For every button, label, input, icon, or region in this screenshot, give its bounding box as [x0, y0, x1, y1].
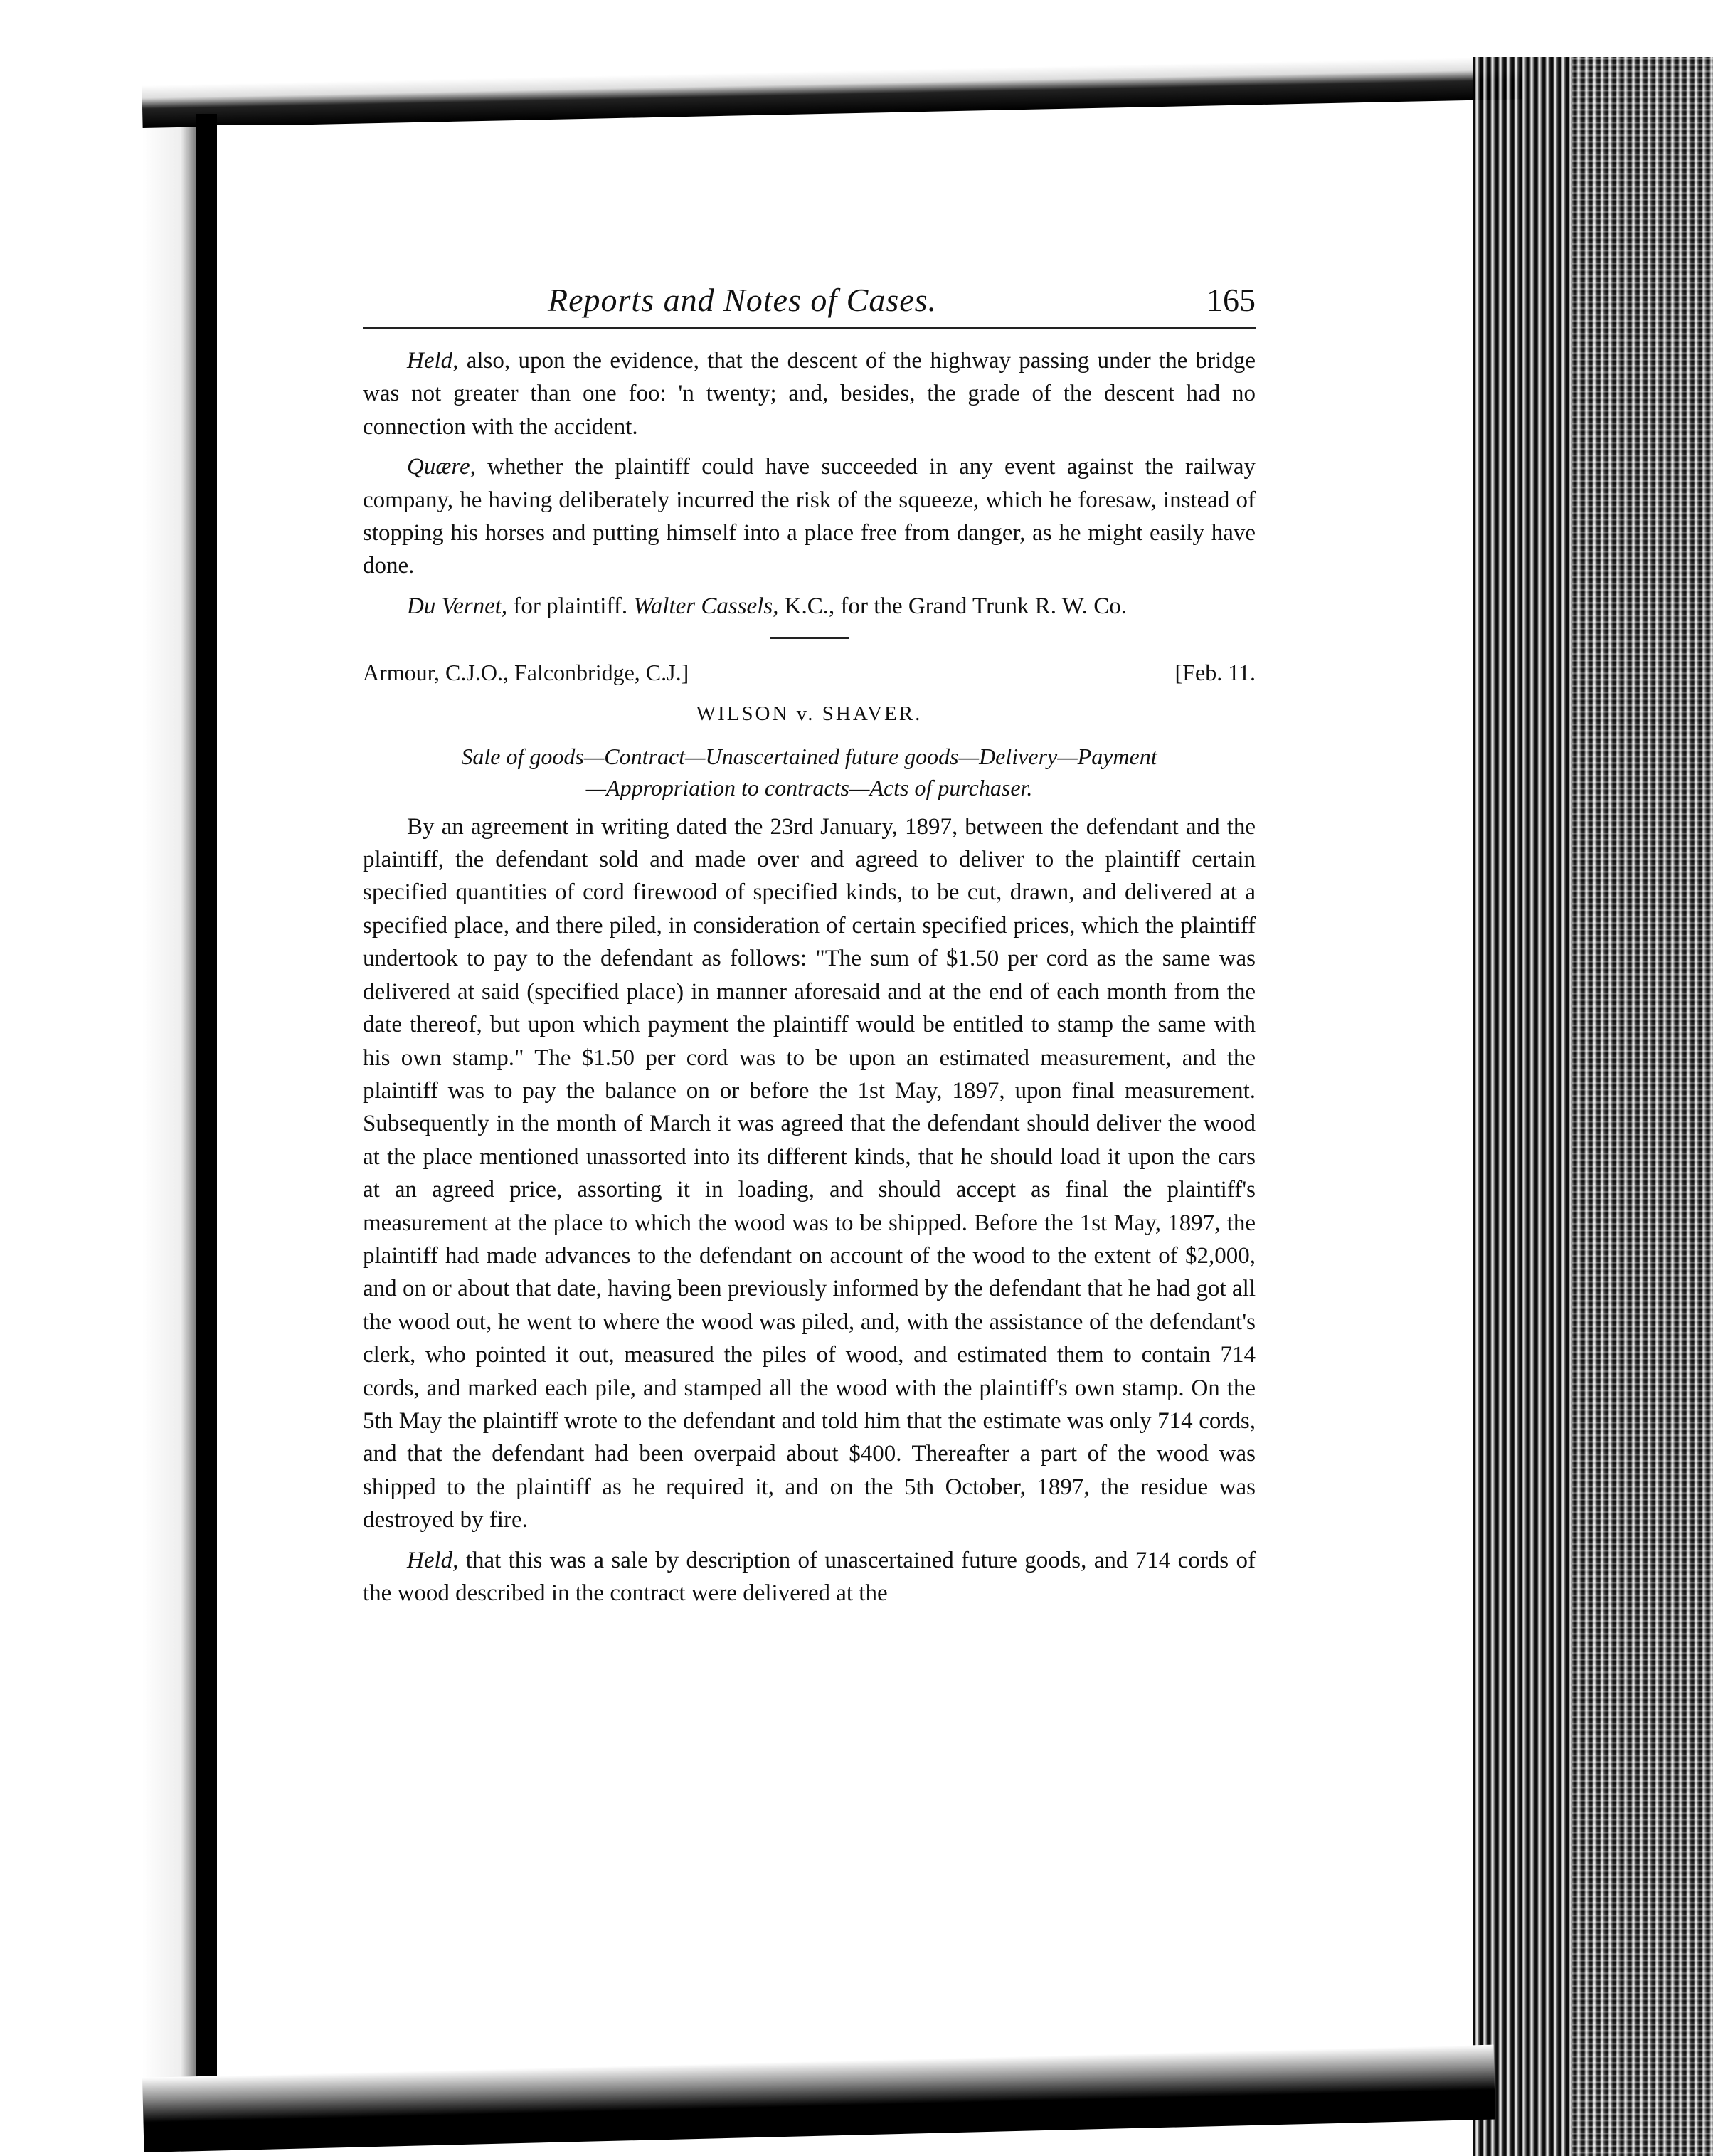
paragraph-facts: By an agreement in writing dated the 23rd January, 1897, between the defendant and the plaintiff, the defendant sold and made over and agreed to deliver to the plaintiff certain specified quantities of cord firewood of specified kinds, to be cut, drawn, and delivered at a specified place, and there piled, in consideration of certain specified prices, which the plaintiff undertook to pay to the defendant as follows: "The sum of $1.50 per cord as the same was delivered at said (specified place) in manner aforesaid and at the end of each month from the date thereof, but upon which payment the plaintiff would be entitled to stamp the same with his own stamp." The $1.50 per cord was to be upon an estimated measurement, and the plaintiff was to pay the balance on or before the 1st May, 1897, upon final measurement. Subsequently in the month of March it was agreed that the defendant should deliver the wood at the place mentioned unassorted into its different kinds, that he should load it upon the cars at an agreed price, assorting it in loading, and should accept as final the plaintiff's measurement at the place to which the wood was to be shipped. Before the 1st May, 1897, the plaintiff had made advances to the defendant on account of the wood to the extent of $2,000, and on or about that date, having been previously informed by the defendant that he had got all the wood out, he went to where the wood was piled, and, with the assistance of the defendant's clerk, who pointed it out, measured the piles of wood, and estimated them to contain 714 cords, and marked each pile, and stamped all the wood with the plaintiff's own stamp. On the 5th May the plaintiff wrote to the defendant and told him that the estimate was only 714 cords, and that the defendant had been overpaid about $400. Thereafter a part of the wood was shipped to the plaintiff as he required it, and on the 5th October, 1897, the residue was destroyed by fire.: [363, 813, 1256, 1533]
paragraph-lead: Held,: [407, 348, 459, 374]
paragraph-quaere: [363, 450, 1256, 583]
plaintiff-role: for plaintiff.: [507, 593, 634, 619]
coram-line: [363, 656, 1256, 689]
counsel-line: [363, 590, 1256, 623]
binding-edge: [196, 114, 217, 2120]
paragraph-text: whether the plaintiff could have succeeded in any event against the railway company, he having deliberately incurred the risk of the squeeze, which he foresaw, instead of stopping his horses and putting himself into a place free from danger, as he might easily have done.: [363, 454, 1256, 579]
headnote: [363, 741, 1256, 803]
body-text: [363, 344, 1256, 1610]
paragraph-text: also, upon the evidence, that the descent of the highway passing under the bridge was not greater than one foo: 'n twenty; and, besides, the grade of the descent had no connection with the accident.: [363, 348, 1256, 440]
paragraph-text: that this was a sale by description of unascertained future goods, and 714 cords of the wood described in the contract were delivered at the: [363, 1547, 1256, 1606]
section-divider: [770, 637, 849, 639]
defendant-role: K.C., for the Grand Trunk R. W. Co.: [778, 593, 1128, 619]
headnote-line: —Appropriation to contracts—Acts of purchaser.: [585, 774, 1033, 800]
case-name: WILSON v. SHAVER.: [696, 702, 923, 726]
text-column: [363, 281, 1256, 1610]
paragraph-held-sale: [363, 1544, 1256, 1610]
paragraph-held-descent: [363, 344, 1256, 443]
plaintiff-counsel: Du Vernet,: [407, 593, 508, 619]
top-page-edge: [142, 56, 1522, 128]
paragraph-lead: Quære,: [407, 454, 476, 480]
decision-date: [Feb. 11.: [1174, 660, 1256, 686]
headnote-line: Sale of goods—Contract—Unascertained future goods—Delivery—Payment: [461, 743, 1157, 769]
paragraph-lead: Held,: [407, 1547, 459, 1573]
page-stack-edge: [1473, 57, 1713, 2156]
running-head-title: Reports and Notes of Cases.: [548, 282, 938, 318]
defendant-counsel: Walter Cassels,: [633, 593, 779, 619]
running-head: [363, 281, 1256, 329]
page-number: 165: [1206, 282, 1256, 318]
judges: Armour, C.J.O., Falconbridge, C.J.]: [363, 660, 689, 686]
